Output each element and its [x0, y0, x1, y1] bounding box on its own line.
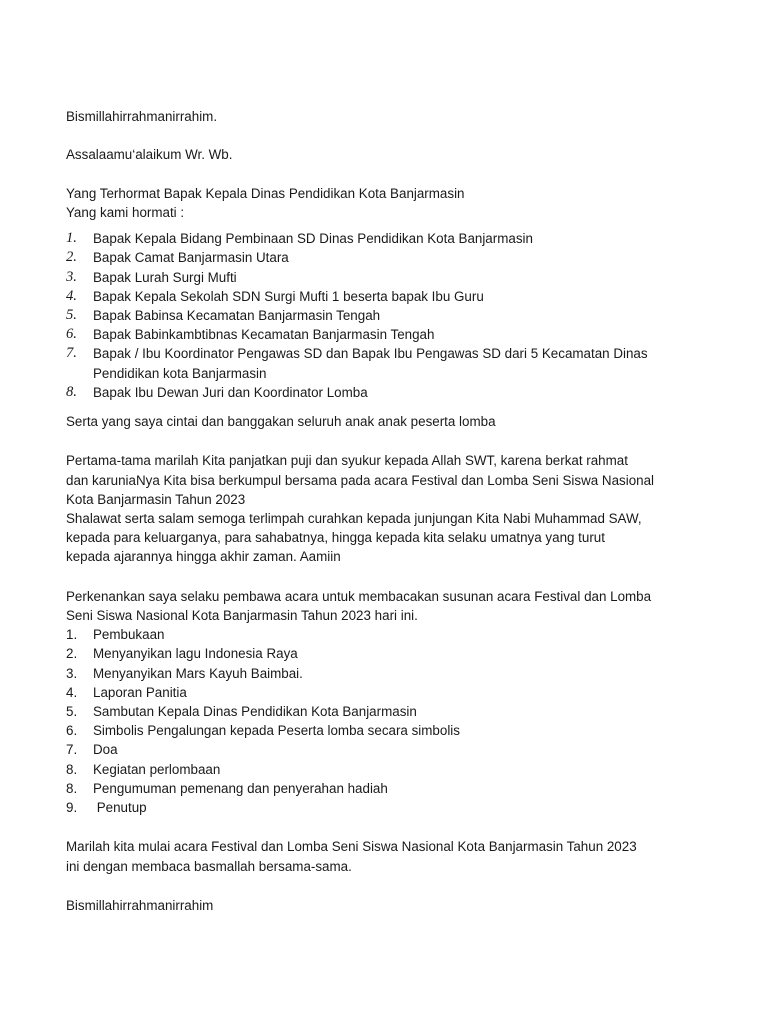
agenda-list: [66, 625, 686, 817]
guest-list-item: [66, 325, 686, 344]
list-number: 7.: [66, 345, 77, 362]
paragraph-line: Shalawat serta salam semoga terlimpah curahkan kepada junjungan Kita Nabi Muhammad SAW,: [66, 511, 642, 527]
spacer: [66, 876, 686, 895]
agenda-text: Penutup: [93, 800, 147, 816]
guest-name: Bapak Lurah Surgi Mufti: [93, 269, 237, 285]
agenda-text: Pembukaan: [93, 627, 165, 643]
guest-list-item: [66, 344, 686, 382]
agenda-text: Simbolis Pengalungan kepada Peserta lomba secara simbolis: [93, 723, 460, 739]
list-number: 5.: [66, 704, 78, 720]
guest-list: [66, 229, 686, 402]
list-number: 2.: [66, 249, 77, 266]
praise-paragraph: [66, 451, 686, 566]
list-number: 8.: [66, 780, 78, 796]
paragraph-line: Pertama-tama marilah Kita panjatkan puji dan syukur kepada Allah SWT, karena berkat rahmat: [66, 453, 628, 469]
closing-invite: [66, 837, 686, 875]
agenda-item: [66, 760, 686, 779]
guest-name: Bapak Kepala Sekolah SDN Surgi Mufti 1 beserta bapak Ibu Guru: [93, 288, 484, 304]
paragraph-line: kepada para keluarganya, para sahabatnya, hingga kepada kita selaku umatnya yang turut: [66, 530, 605, 546]
guest-list-item: [66, 248, 686, 267]
list-number: 5.: [66, 307, 77, 323]
list-number: 8.: [66, 761, 78, 777]
agenda-item: [66, 740, 686, 759]
guest-list-item: [66, 229, 686, 248]
guest-list-item: [66, 287, 686, 306]
spacer: [66, 431, 686, 450]
list-number: 1.: [66, 230, 77, 247]
agenda-text: Sambutan Kepala Dinas Pendidikan Kota Banjarmasin: [93, 704, 417, 720]
agenda-text: Laporan Panitia: [93, 684, 187, 700]
guest-list-item: [66, 383, 686, 402]
closing-basmalah: Bismillahirrahmanirrahim: [66, 898, 214, 914]
greeting-honored: Yang Terhormat Bapak Kepala Dinas Pendidikan Kota Banjarmasin: [66, 185, 465, 201]
agenda-item: [66, 798, 686, 817]
guest-name: Bapak Babinkambtibnas Kecamatan Banjarmasin Tengah: [93, 327, 435, 343]
document-page: [66, 107, 686, 915]
greeting-respected: Yang kami hormati :: [66, 204, 185, 220]
list-number: 6.: [66, 326, 77, 343]
guest-name-continued: Pendidikan kota Banjarmasin: [93, 365, 267, 381]
spacer: [66, 165, 686, 184]
list-number: 4.: [66, 287, 77, 304]
guest-name: Bapak Ibu Dewan Juri dan Koordinator Lomba: [93, 384, 368, 400]
students-line: Serta yang saya cintai dan banggakan seluruh anak anak peserta lomba: [66, 414, 496, 430]
spacer: [66, 402, 686, 412]
paragraph-line: Seni Siswa Nasional Kota Banjarmasin Tahun 2023 hari ini.: [66, 608, 418, 624]
agenda-text: Menyanyikan Mars Kayuh Baimbai.: [93, 665, 303, 681]
paragraph-line: dan karuniaNya Kita bisa berkumpul bersama pada acara Festival dan Lomba Seni Siswa Nasional: [66, 472, 655, 488]
paragraph-line: Kota Banjarmasin Tahun 2023: [66, 491, 246, 507]
agenda-item: [66, 644, 686, 663]
guest-name: Bapak Camat Banjarmasin Utara: [93, 250, 289, 266]
guest-name: Bapak Babinsa Kecamatan Banjarmasin Tengah: [93, 308, 381, 323]
list-number: 7.: [66, 742, 78, 758]
agenda-text: Pengumuman pemenang dan penyerahan hadiah: [93, 780, 388, 796]
paragraph-line: Marilah kita mulai acara Festival dan Lomba Seni Siswa Nasional Kota Banjarmasin Tahun 2023: [66, 839, 637, 855]
agenda-item: [66, 664, 686, 683]
agenda-item: [66, 702, 686, 721]
list-number: 1.: [66, 627, 78, 643]
list-number: 3.: [66, 268, 77, 285]
spacer: [66, 817, 686, 836]
agenda-text: Kegiatan perlombaan: [93, 761, 221, 777]
list-number: 6.: [66, 723, 78, 739]
agenda-text: Menyanyikan lagu Indonesia Raya: [93, 646, 298, 662]
agenda-item: [66, 683, 686, 702]
guest-list-item: [66, 306, 686, 325]
agenda-text: Doa: [93, 742, 118, 758]
guest-name: Bapak Kepala Bidang Pembinaan SD Dinas Pendidikan Kota Banjarmasin: [93, 231, 533, 247]
opening-basmalah: Bismillahirrahmanirrahim.: [66, 109, 218, 124]
paragraph-line: Perkenankan saya selaku pembawa acara untuk membacakan susunan acara Festival dan Lomba: [66, 588, 652, 604]
paragraph-line: ini dengan membaca basmallah bersama-sama.: [66, 858, 352, 874]
list-number: 9.: [66, 800, 78, 816]
list-number: 8.: [66, 383, 77, 400]
agenda-intro: [66, 587, 686, 625]
guest-list-item: [66, 268, 686, 287]
paragraph-line: kepada ajarannya hingga akhir zaman. Aamiin: [66, 549, 341, 565]
guest-name: Bapak / Ibu Koordinator Pengawas SD dan Bapak Ibu Pengawas SD dari 5 Kecamatan Dinas: [93, 346, 648, 362]
agenda-item: [66, 625, 686, 644]
spacer: [66, 567, 686, 586]
list-number: 3.: [66, 665, 78, 681]
opening-salam: Assalaamu‘alaikum Wr. Wb.: [66, 147, 233, 163]
agenda-item: [66, 721, 686, 740]
list-number: 4.: [66, 684, 78, 700]
list-number: 2.: [66, 646, 78, 662]
agenda-item: [66, 779, 686, 798]
spacer: [66, 126, 686, 145]
